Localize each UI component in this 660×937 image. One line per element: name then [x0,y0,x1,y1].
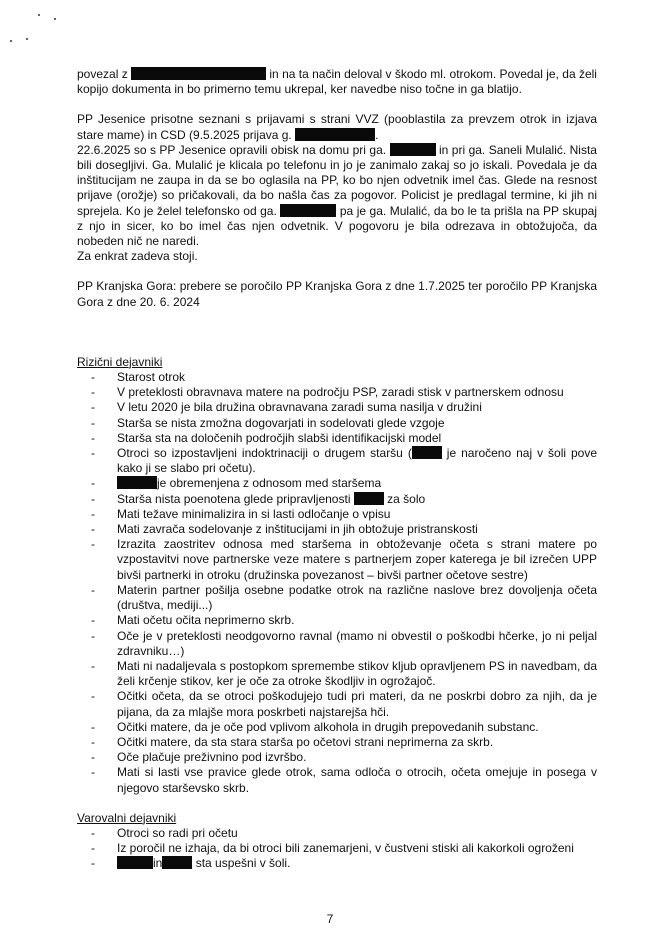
redaction-bar [162,856,192,869]
document-body [77,67,597,872]
list-item: - in sta uspešni v šoli. [77,856,597,871]
list-item: - Starost otrok [77,370,597,385]
paragraph-2: PP Jesenice prisotne seznani s prijavami s strani VVZ (pooblastila za prevzem otrok in izjava stare mame) in CSD (9.5.2025 prijava g. . [77,112,597,142]
risk-factors-heading: Rizični dejavniki [77,354,163,369]
list-item: - Mati očetu očita neprimerno skrb. [77,613,597,628]
paragraph-3: 22.6.2025 so s PP Jesenice opravili obisk na domu pri ga. in pri ga. Saneli Mulalić. Nista bili dosegljivi. Ga. Mulalić je klicala po telefonu in jo je zanimalo zakaj so jo iskali. Povedala je da inštitucijam ne zaupa in da se bo oglasila na PP, ko bo njen odvetnik imel čas. Glede na resnost prijave (orožje) so pričakovali, da bo našla čas za pogovor. Policist je predlagal termine, ki jih ni sprejela. Ko je želel telefonsko od ga. pa je ga. Mulalić, da bo le ta prišla na PP skupaj z njo in sicer, ko bo imel čas njen odvetnik. V pogovoru je bila odrezava in obtožujoča, da nobeden nič ne naredi. [77,142,598,249]
list-item: - Mati si lasti vse pravice glede otrok, sama odloča o otrocih, očeta omejuje in posega v njegovo starševsko skrb. [77,765,597,795]
list-item: - Očitki matere, da sta stara starša po očetovi strani neprimerna za skrb. [77,735,597,750]
list-item: - V preteklosti obravnava matere na področju PSP, zaradi stisk v partnerskem odnosu [77,385,597,400]
paragraph-1: povezal z in na ta način deloval v škodo ml. otrokom. Povedal je, da želi kopijo dokumenta in bo primerno temu ukrepal, ker navedbe niso točne in ga blatijo. [77,67,597,97]
redaction-bar [131,67,266,80]
list-item: - Iz poročil ne izhaja, da bi otroci bili zanemarjeni, v čustveni stiski ali kakorkoli ogroženi [77,841,597,856]
scan-specks [10,10,70,50]
protective-factors-heading: Varovalni dejavniki [77,810,177,825]
redaction-bar [354,492,384,505]
list-item: - Očitki očeta, da se otroci poškodujejo tudi pri materi, da ne poskrbi dobro za njih, da je pijana, da za mlajše mora poskrbeti najstarejša hči. [77,689,597,719]
list-item: - Oče plačuje preživnino pod izvršbo. [77,750,597,765]
redaction-bar [117,856,153,869]
list-item: - Oče je v preteklosti neodgovorno ravnal (mamo ni obvestil o poškodbi hčerke, jo ni peljal zdravniku…) [77,629,597,659]
list-item: - Otroci so radi pri očetu [77,826,597,841]
list-item: - Materin partner pošilja osebne podatke otrok na različne naslove brez dovoljenja očeta (društva, mediji...) [77,583,597,613]
list-item: - Mati ni nadaljevala s postopkom spremembe stikov kljub opravljenem PS in navedbam, da želi krčenje stikov, ker je oče za otroke škodljiv in ogrožajoč. [77,659,597,689]
list-item: - Starša nista poenotena glede pripravljenosti za šolo [77,492,597,507]
list-item: - Očitki matere, da je oče pod vplivom alkohola in drugih prepovedanih substanc. [77,720,597,735]
list-item: - Izrazita zaostritev odnosa med staršema in obtoževanje očeta s strani matere po vzpostavitvi nove partnerske veze matere s partnerjem zoper katerega je bil izrečen UPP bivši partnerki in otroku (družinska povezanost – bivši partner očetove sestre) [77,537,597,583]
page-number: 7 [326,912,334,926]
protective-factors-list [77,826,597,872]
list-item: - Starša se nista zmožna dogovarjati in sodelovati glede vzgoje [77,416,597,431]
paragraph-3-closing: Za enkrat zadeva stoji. [77,249,198,264]
paragraph-4: PP Kranjska Gora: prebere se poročilo PP Kranjska Gora z dne 1.7.2025 ter poročilo PP Kranjska Gora z dne 20. 6. 2024 [77,279,597,309]
redaction-bar [412,446,442,459]
list-item: - Mati težave minimalizira in si lasti odločanje o vpisu [77,507,597,522]
list-item: - Mati zavrača sodelovanje z inštitucijami in jih obtožuje pristranskosti [77,522,597,537]
risk-factors-list [77,370,597,796]
list-item: - V letu 2020 je bila družina obravnavana zaradi suma nasilja v družini [77,400,597,415]
list-item: - je obremenjena z odnosom med staršema [77,476,597,491]
redaction-bar [280,204,336,217]
redaction-bar [390,143,436,156]
list-item: - Starša sta na določenih področjih slabši identifikacijski model [77,431,597,446]
redaction-bar [295,128,375,141]
redaction-bar [117,476,157,489]
list-item: - Otroci so izpostavljeni indoktrinaciji o drugem staršu ( je naročeno naj v šoli pove kako ji se slabo pri očetu). [77,446,597,476]
